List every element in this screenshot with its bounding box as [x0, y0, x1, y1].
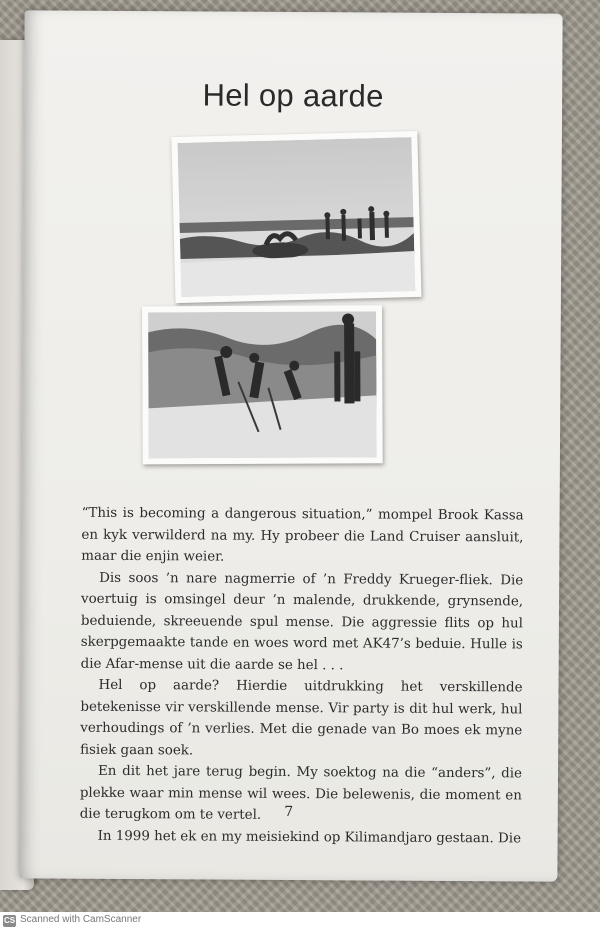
paragraph-3: Hel op aarde? Hierdie uitdrukking het verskillende betekenisse vir verskillende mense. Vir party is dit hul werk, hul verhoudings of ’n verlies. Met die genade van Bo moes ek myne fisiek gaan soek. [80, 677, 523, 758]
chapter-title: Hel op aarde [202, 77, 384, 114]
page-number: 7 [284, 803, 294, 821]
book-page [19, 10, 562, 881]
paragraph-1: “This is becoming a dangerous situation,” mompel Brook Kassa en kyk verwilderd na my. Hy probeer die Land Cruiser aansluit, maar die enjin weier. [81, 505, 524, 565]
scanner-watermark-text: Scanned with CamScanner [20, 914, 142, 925]
photo-salt-miners [142, 305, 383, 464]
photo-salt-flats-camels [171, 131, 421, 303]
paragraph-4: En dit het jare terug begin. My soektog na die “anders”, die plekke waar min mense wil wees. Die belewenis, die moment en die terugkom om te vertel. [79, 763, 523, 823]
paragraph-5: In 1999 het ek en my meisiekind op Kilimandjaro gestaan. Die [97, 828, 522, 846]
camscanner-logo: CS [3, 916, 16, 925]
scanner-footer [0, 912, 600, 930]
paragraph-2: Dis soos ’n nare nagmerrie of ’n Freddy Krueger-fliek. Die voertuig is omsingel deur ’n malende, drukkende, grynsende, beduiende, skreeuende spul mense. Die aggressie flits op hul skerpgemaakte tande en woes word met AK47’s beduie. Hulle is die Afar-mense uit die aarde se hel . . . [80, 570, 524, 673]
body-text [80, 503, 524, 850]
